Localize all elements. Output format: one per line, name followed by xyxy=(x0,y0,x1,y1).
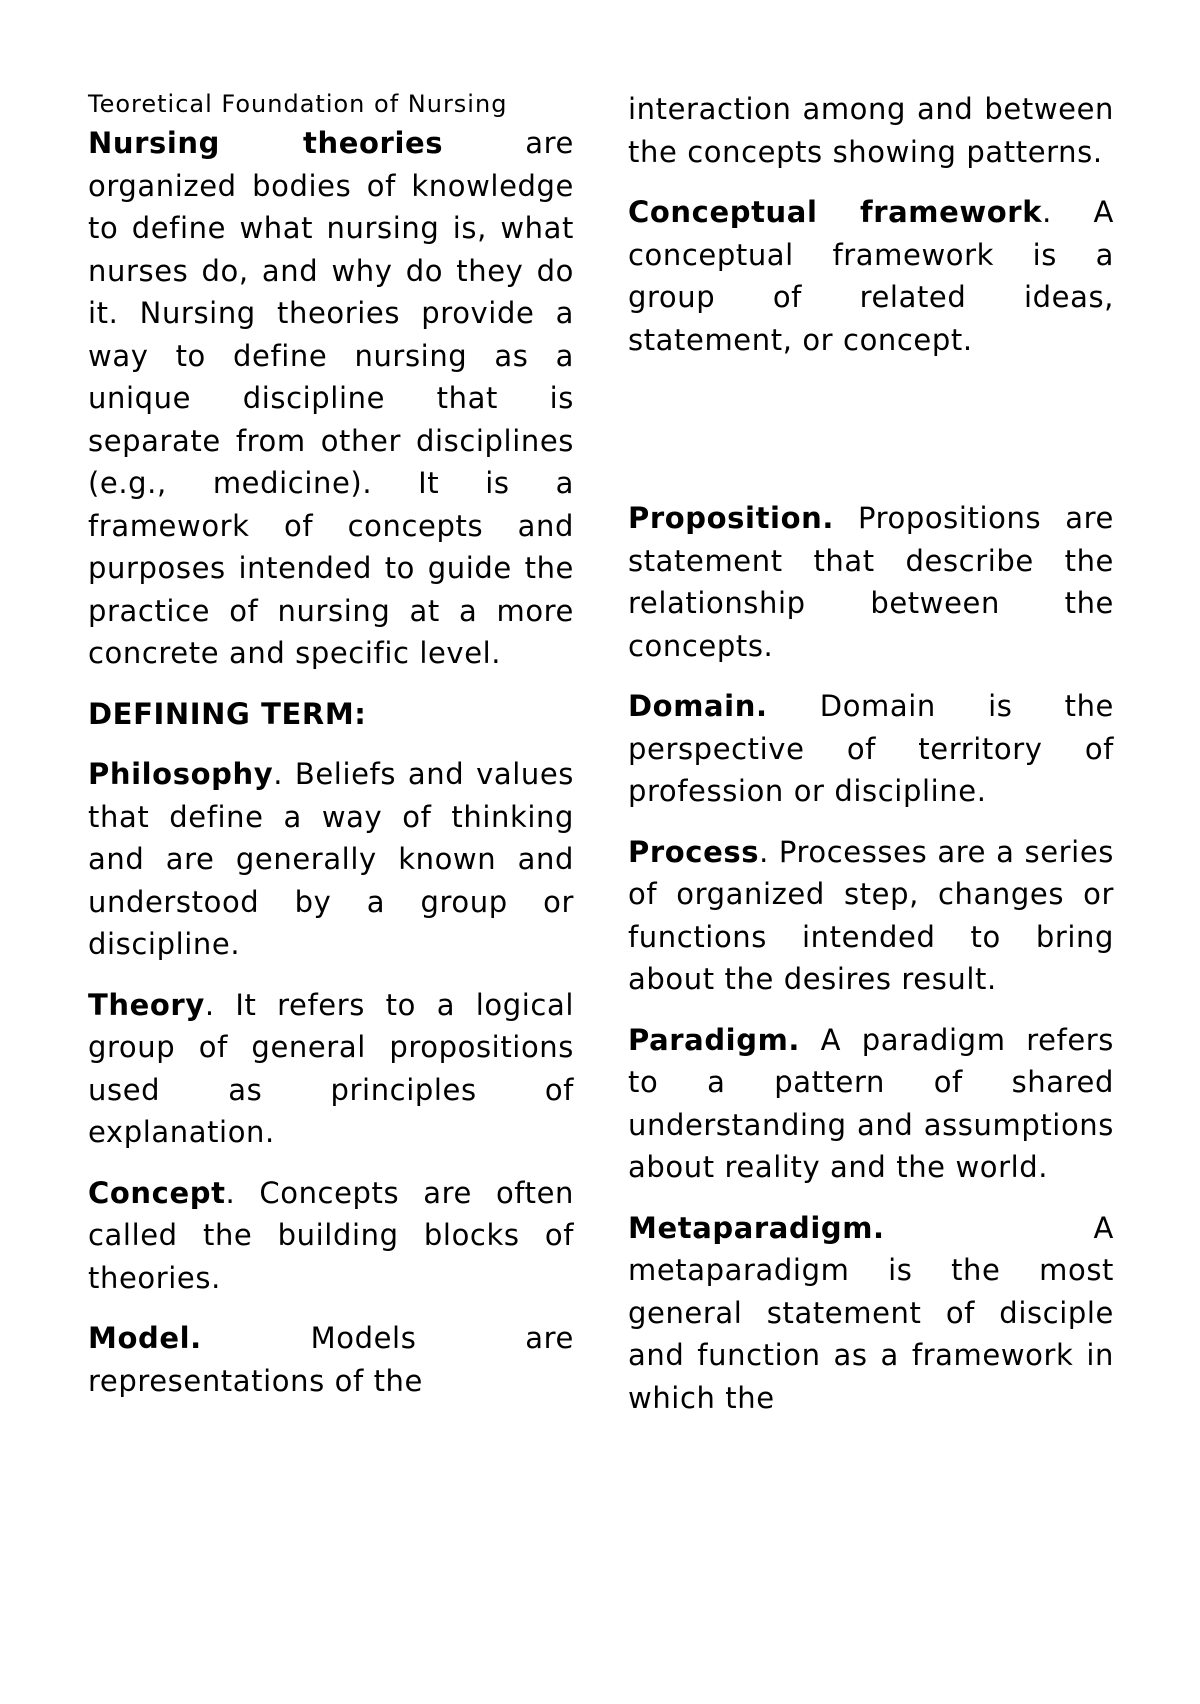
definition-text: . Concepts are often called the building blocks of theories. xyxy=(88,1175,574,1295)
definition-model xyxy=(88,1317,574,1402)
definition-concept xyxy=(88,1172,574,1300)
definition-text: . Beliefs and values that define a way of thinking and are generally known and understood by a group or discipline. xyxy=(88,757,574,961)
definition-paradigm xyxy=(628,1019,1114,1189)
definition-term: Philosophy xyxy=(88,757,274,791)
definition-term: Paradigm. xyxy=(628,1022,801,1057)
definition-text: Propositions are statement that describe the relationship between the concepts. xyxy=(628,501,1114,663)
column-gap xyxy=(628,379,1114,497)
definition-text: . It refers to a logical group of general propositions used as principles of explanation. xyxy=(88,987,574,1149)
definition-term: Domain. xyxy=(628,689,768,723)
definition-theory xyxy=(88,984,574,1154)
definition-term: Conceptual framework xyxy=(628,195,1043,229)
definition-term: Theory xyxy=(88,987,205,1022)
definition-text: Domain is the perspective of territory of profession or discipline. xyxy=(628,689,1114,808)
section-heading: DEFINING TERM: xyxy=(88,696,367,731)
definition-text: . A conceptual framework is a group of related ideas, statement, or concept. xyxy=(628,195,1114,357)
definition-term: Concept xyxy=(88,1175,226,1210)
definition-conceptual-framework xyxy=(628,191,1114,361)
continuation-paragraph: interaction among and between the concepts showing patterns. xyxy=(628,92,1114,169)
definition-text: . Processes are a series of organized step, changes or functions intended to bring about the desires result. xyxy=(628,834,1114,996)
definition-philosophy xyxy=(88,753,574,966)
definition-proposition xyxy=(628,497,1114,667)
intro-paragraph xyxy=(88,122,574,675)
left-column xyxy=(88,88,574,1402)
definition-term: Process xyxy=(628,834,760,869)
definition-term: Metaparadigm. xyxy=(628,1210,885,1245)
definition-text: Models are representations of the xyxy=(88,1321,574,1398)
intro-text: are organized bodies of knowledge to define what nursing is, what nurses do, and why do they do it. Nursing theories provide a way to define nursing as a unique discipline that is separate from other disciplines (e.g., medicine). It is a framework of concepts and purposes intended to guide the practice of nursing at a more concrete and specific level. xyxy=(88,126,574,670)
definition-metaparadigm xyxy=(628,1207,1114,1420)
definition-term: Model. xyxy=(88,1321,202,1355)
definition-text: A paradigm refers to a pattern of shared understanding and assumptions about reality and the world. xyxy=(628,1022,1114,1184)
definition-text: A metaparadigm is the most general statement of disciple and function as a framework in which the xyxy=(628,1210,1114,1415)
page-header: Teoretical Foundation of Nursing xyxy=(88,90,508,118)
definition-term: Proposition. xyxy=(628,501,834,535)
right-column xyxy=(628,88,1114,1419)
intro-term: Nursing theories xyxy=(88,126,444,160)
definition-process xyxy=(628,831,1114,1001)
definition-domain xyxy=(628,685,1114,813)
